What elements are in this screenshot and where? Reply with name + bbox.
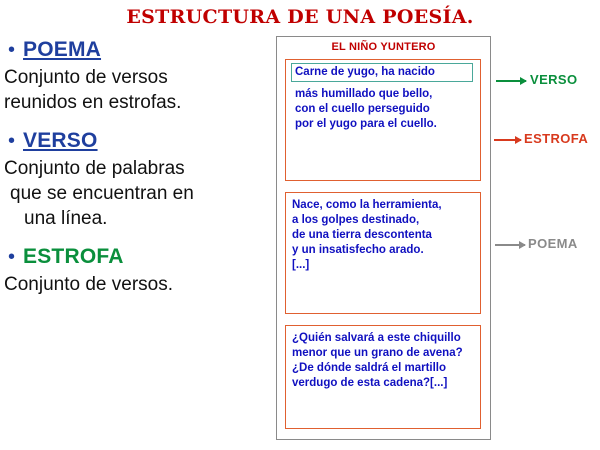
- definition-line: reunidos en estrofas.: [4, 92, 182, 114]
- arrow-head: [515, 136, 522, 144]
- poem-line: a los golpes destinado,: [292, 213, 420, 226]
- definitions-column: [4, 38, 266, 299]
- definition-term: ESTROFA: [23, 245, 124, 269]
- poem-line: más humillado que bello,: [295, 88, 433, 100]
- poem-title: EL NIÑO YUNTERO: [331, 41, 436, 53]
- definition-line: Conjunto de versos.: [4, 274, 173, 296]
- arrow-head: [520, 77, 527, 85]
- poem-line: y un insatisfecho arado.: [292, 243, 424, 256]
- arrow-right-icon: [496, 80, 526, 82]
- poem-line: [...]: [292, 258, 310, 271]
- poem-line: ¿Quién salvará a este chiquillo: [292, 332, 461, 344]
- stanza-block: [285, 325, 481, 429]
- arrow-head: [519, 241, 526, 249]
- definition-verso: [4, 129, 266, 231]
- poem-line: de una tierra descontenta: [292, 228, 432, 241]
- definition-heading: [4, 129, 266, 153]
- callout-label-estrofa: ESTROFA: [524, 131, 589, 146]
- stanza-block: [285, 59, 481, 181]
- definition-term: POEMA: [23, 38, 102, 61]
- stanza-remaining-lines: [295, 87, 437, 132]
- bullet-icon: •: [8, 130, 16, 153]
- definition-heading: [4, 245, 266, 269]
- definition-text: [4, 65, 266, 115]
- callout-label-poema: POEMA: [528, 236, 578, 251]
- bullet-icon: •: [8, 246, 16, 269]
- callout-label-verso: VERSO: [530, 72, 578, 87]
- definition-line: que se encuentran en: [10, 183, 194, 205]
- poem-line: con el cuello perseguido: [295, 102, 430, 115]
- definition-text: [4, 156, 266, 231]
- poem-line: Nace, como la herramienta,: [292, 199, 442, 211]
- poem-line: verdugo de esta cadena?[...]: [292, 376, 448, 389]
- poem-panel: [276, 36, 491, 440]
- definition-text: [4, 272, 266, 297]
- poem-line: menor que un grano de avena?: [292, 346, 463, 359]
- page-title: ESTRUCTURA DE UNA POESÍA.: [126, 6, 474, 28]
- stanza-block: [285, 192, 481, 314]
- poem-line: por el yugo para el cuello.: [295, 117, 437, 130]
- bullet-icon: •: [8, 39, 16, 61]
- definition-line: Conjunto de palabras: [4, 158, 185, 180]
- poem-line: Carne de yugo, ha nacido: [295, 66, 435, 78]
- definition-line: una línea.: [24, 208, 108, 230]
- highlighted-verse-box: [291, 63, 473, 82]
- definition-line: Conjunto de versos: [4, 67, 168, 88]
- definition-estrofa: [4, 245, 266, 297]
- definition-poema: [4, 38, 266, 115]
- arrow-right-icon: [495, 244, 525, 246]
- arrow-right-icon: [494, 139, 521, 141]
- poem-line: ¿De dónde saldrá el martillo: [292, 361, 447, 374]
- definition-heading: [4, 38, 266, 62]
- definition-term: VERSO: [23, 129, 98, 153]
